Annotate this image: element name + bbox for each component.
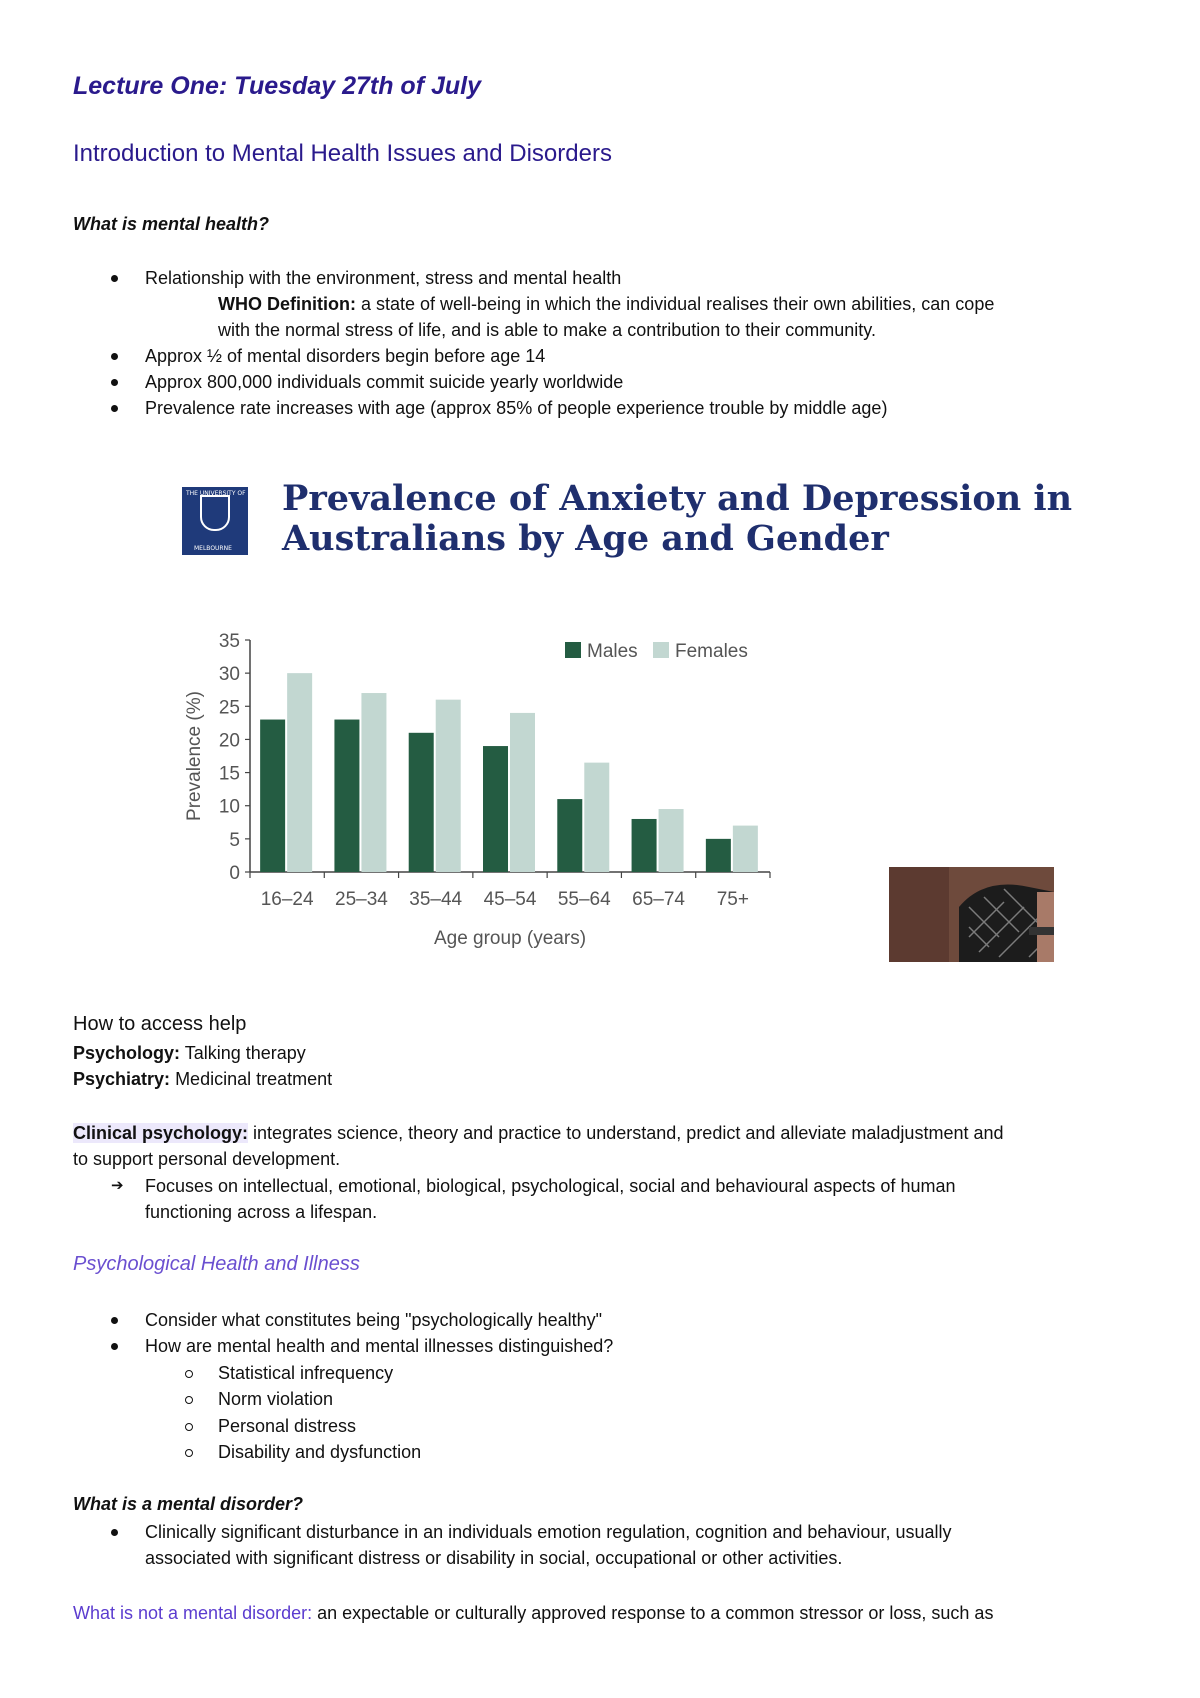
- bullet-dot: [111, 405, 118, 412]
- clinical-line1: [73, 1120, 1004, 1146]
- bar-females-5: [659, 809, 684, 872]
- y-tick-label: 30: [218, 664, 240, 686]
- psychology-line: [73, 1040, 306, 1066]
- y-tick-label: 5: [229, 829, 240, 851]
- bullet-dot: [111, 1529, 118, 1536]
- bar-females-3: [510, 713, 535, 872]
- psychiatry-text: Medicinal treatment: [170, 1069, 333, 1089]
- y-tick-label: 0: [229, 863, 240, 884]
- mental-disorder-heading: What is a mental disorder?: [73, 1494, 304, 1514]
- bar-females-6: [733, 826, 758, 872]
- webcam-feed-icon: [889, 867, 1054, 962]
- bar-males-1: [334, 720, 359, 872]
- focus-line2: functioning across a lifespan.: [145, 1202, 378, 1222]
- x-axis-label: Age group (years): [433, 928, 587, 949]
- university-logo: [182, 487, 248, 555]
- psychiatry-label: Psychiatry:: [73, 1069, 171, 1089]
- who-label: WHO Definition:: [218, 294, 356, 314]
- sub-bullet-ring: [185, 1449, 193, 1457]
- psych-health-heading: Psychological Health and Illness: [73, 1253, 360, 1275]
- bar-males-6: [706, 839, 731, 872]
- sub-bullet-ring: [185, 1396, 193, 1404]
- slide-title-line2: Australians by Age and Gender: [282, 518, 889, 559]
- y-tick-label: 25: [218, 697, 240, 719]
- bullet-dot: [111, 1343, 118, 1350]
- y-axis-label: Prevalence (%): [184, 691, 205, 821]
- list-item: How are mental health and mental illnesses distinguished?: [145, 1336, 614, 1356]
- y-tick-label: 20: [218, 730, 240, 752]
- shield-icon: [200, 495, 230, 531]
- sub-list-item: Statistical infrequency: [218, 1363, 394, 1383]
- bar-females-4: [584, 763, 609, 872]
- y-tick-label: 35: [218, 631, 240, 652]
- slide-title-line1: Prevalence of Anxiety and Depression in: [282, 478, 1073, 519]
- clinical-label: Clinical psychology:: [73, 1123, 249, 1143]
- bullet-dot: [111, 275, 118, 282]
- focus-line1: Focuses on intellectual, emotional, biological, psychological, social and behavioural aspects of human: [145, 1176, 956, 1196]
- bullet-dot: [111, 379, 118, 386]
- who-definition: [218, 291, 994, 317]
- not-disorder-text: an expectable or culturally approved response to a common stressor or loss, such as: [312, 1603, 994, 1623]
- list-item: Consider what constitutes being "psychologically healthy": [145, 1310, 603, 1330]
- clinical-line2: to support personal development.: [73, 1149, 341, 1169]
- x-tick-label: 55–64: [557, 889, 611, 910]
- list-item: Approx 800,000 individuals commit suicide yearly worldwide: [145, 372, 624, 392]
- x-tick-label: 25–34: [335, 889, 388, 910]
- not-disorder-label: What is not a mental disorder:: [73, 1603, 313, 1623]
- x-tick-label: 75+: [716, 889, 749, 910]
- x-tick-label: 65–74: [632, 889, 685, 910]
- clinical-text: integrates science, theory and practice to understand, predict and alleviate maladjustment and: [248, 1123, 1004, 1143]
- prevalence-bar-chart: [170, 620, 790, 960]
- sub-list-item: Disability and dysfunction: [218, 1442, 422, 1462]
- bar-males-5: [632, 819, 657, 872]
- lecture-title: Lecture One: Tuesday 27th of July: [73, 72, 481, 100]
- bullet-dot: [111, 1317, 118, 1324]
- sub-bullet-ring: [185, 1423, 193, 1431]
- sub-list-item: Personal distress: [218, 1416, 357, 1436]
- psychology-label: Psychology:: [73, 1043, 181, 1063]
- x-tick-label: 35–44: [409, 889, 463, 910]
- x-tick-label: 45–54: [483, 889, 537, 910]
- logo-text-top: THE UNIVERSITY OF: [186, 490, 246, 497]
- who-text-line2: with the normal stress of life, and is able to make a contribution to their community.: [218, 320, 876, 340]
- list-item-continued: associated with significant distress or disability in social, occupational or other activities.: [145, 1548, 843, 1568]
- bar-females-1: [361, 693, 386, 872]
- y-tick-label: 15: [218, 763, 240, 785]
- bullet-dot: [111, 353, 118, 360]
- list-item: Clinically significant disturbance in an individuals emotion regulation, cognition and behaviour, usually: [145, 1522, 952, 1542]
- list-item: Approx ½ of mental disorders begin before age 14: [145, 346, 546, 366]
- section-title: Introduction to Mental Health Issues and Disorders: [73, 140, 612, 167]
- bar-males-4: [557, 799, 582, 872]
- list-item: Relationship with the environment, stress and mental health: [145, 268, 622, 288]
- psychology-text: Talking therapy: [180, 1043, 306, 1063]
- not-disorder-line: [73, 1600, 993, 1626]
- list-item: Prevalence rate increases with age (approx 85% of people experience trouble by middle age): [145, 398, 888, 418]
- bar-males-2: [409, 733, 434, 872]
- webcam-overlay: [889, 867, 1054, 962]
- who-text: a state of well-being in which the individual realises their own abilities, can cope: [355, 294, 995, 314]
- legend-swatch-males: [565, 642, 581, 658]
- legend-label-males: Males: [587, 641, 638, 662]
- y-tick-label: 10: [218, 796, 240, 818]
- legend-label-females: Females: [675, 641, 748, 662]
- x-tick-label: 16–24: [260, 889, 314, 910]
- bar-males-3: [483, 746, 508, 872]
- sub-bullet-ring: [185, 1370, 193, 1378]
- bar-females-2: [436, 700, 461, 872]
- bar-females-0: [287, 673, 312, 872]
- bar-males-0: [260, 720, 285, 872]
- legend-swatch-females: [653, 642, 669, 658]
- access-help-heading: How to access help: [73, 1013, 247, 1035]
- arrow-icon: ➔: [111, 1177, 124, 1194]
- sub-list-item: Norm violation: [218, 1389, 334, 1409]
- what-is-mental-health-heading: What is mental health?: [73, 214, 270, 234]
- psychiatry-line: [73, 1066, 332, 1092]
- logo-text-bottom: MELBOURNE: [194, 545, 232, 552]
